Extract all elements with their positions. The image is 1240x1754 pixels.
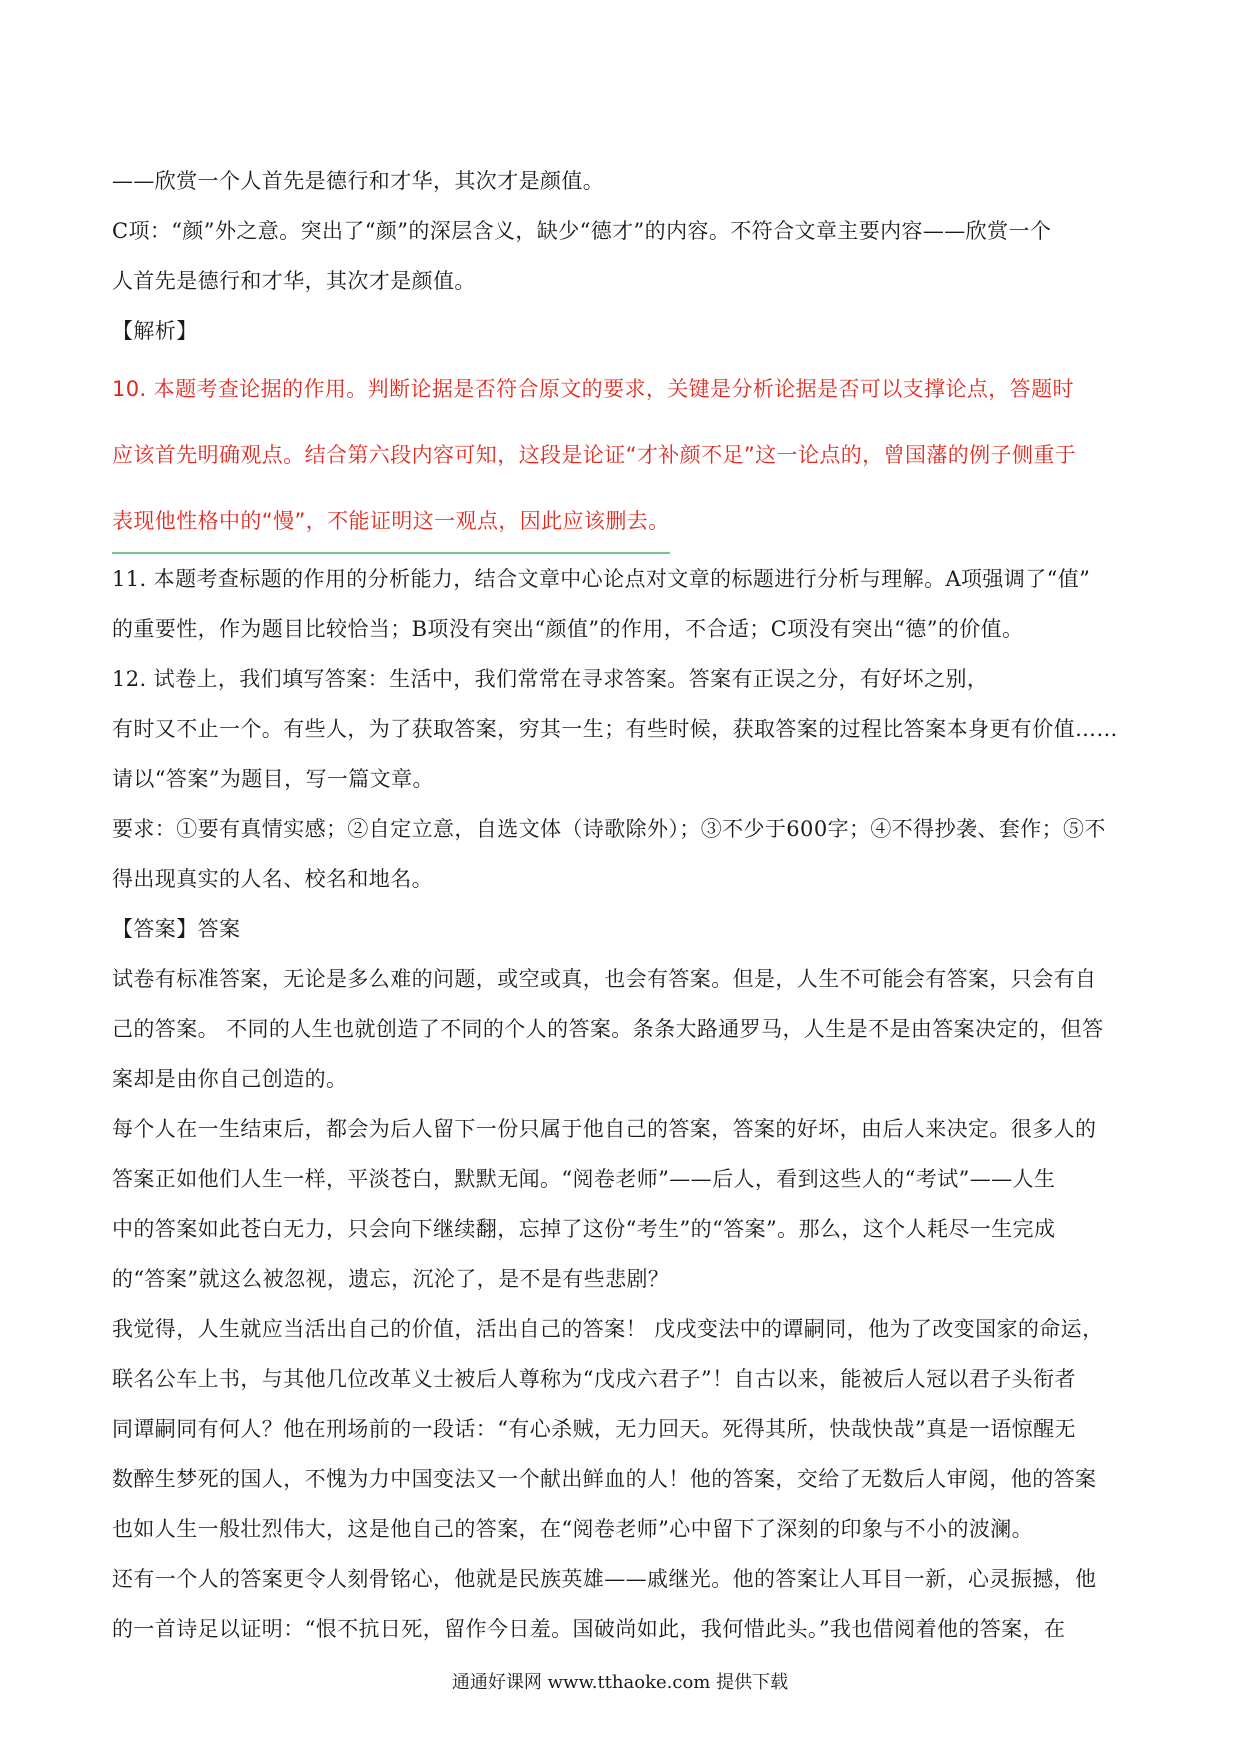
- highlighted-answer-line: 应该首先明确观点。结合第六段内容可知，这段是论证“才补颜不足”这一论点的，曾国藩的例子侧重于: [112, 443, 1077, 467]
- essay-line: 数醉生梦死的国人，不愧为力中国变法又一个献出鲜血的人！他的答案，交给了无数后人审阅，他的答案: [112, 1467, 1097, 1491]
- highlighted-answer-line: 10. 本题考查论据的作用。判断论据是否符合原文的要求，关键是分析论据是否可以支撑论点，答题时: [112, 377, 1074, 401]
- essay-line: 的“答案”就这么被忽视，遗忘，沉沦了，是不是有些悲剧？: [112, 1267, 670, 1291]
- text-line: ——欣赏一个人首先是德行和才华，其次才是颜值。: [112, 169, 605, 193]
- essay-line: 还有一个人的答案更令人刻骨铭心，他就是民族英雄——戚继光。他的答案让人耳目一新，心灵振撼，他: [112, 1567, 1097, 1591]
- requirements-line: 要求：①要有真情实感；②自定立意，自选文体（诗歌除外）；③不少于600字；④不得抄袭、套作；⑤不: [112, 817, 1106, 841]
- highlighted-answer-line: 表现他性格中的“慢”，不能证明这一观点，因此应该删去。: [112, 488, 670, 554]
- section-heading-answer: 【答案】答案: [112, 917, 241, 941]
- essay-line: 我觉得，人生就应当活出自己的价值，活出自己的答案！ 戊戌变法中的谭嗣同，他为了改变国家的命运，: [112, 1317, 1104, 1341]
- essay-line: 同谭嗣同有何人？他在刑场前的一段话：“有心杀贼，无力回天。死得其所，快哉快哉”真是一语惊醒无: [112, 1417, 1076, 1441]
- essay-line: 联名公车上书，与其他几位改革义士被后人尊称为“戊戌六君子”！自古以来，能被后人冠以君子头衔者: [112, 1367, 1076, 1391]
- text-line: 11. 本题考查标题的作用的分析能力，结合文章中心论点对文章的标题进行分析与理解。A项强调了“值”: [112, 567, 1091, 591]
- text-line: 人首先是德行和才华，其次才是颜值。: [112, 269, 476, 293]
- requirements-line: 得出现真实的人名、校名和地名。: [112, 867, 433, 891]
- page-footer: 通通好课网 www.tthaoke.com 提供下载: [451, 1672, 789, 1693]
- essay-line: 也如人生一般壮烈伟大，这是他自己的答案，在“阅卷老师”心中留下了深刻的印象与不小的波澜。: [112, 1517, 1034, 1541]
- document-body: [112, 156, 1132, 1654]
- text-line: C项：“颜”外之意。突出了“颜”的深层含义，缺少“德才”的内容。不符合文章主要内容——欣赏一个: [112, 219, 1052, 243]
- question-line: 12. 试卷上，我们填写答案：生活中，我们常常在寻求答案。答案有正误之分，有好坏之别，: [112, 667, 989, 691]
- essay-line: 中的答案如此苍白无力，只会向下继续翻，忘掉了这份“考生”的“答案”。那么，这个人耗尽一生完成: [112, 1217, 1056, 1241]
- essay-line: 案却是由你自己创造的。: [112, 1067, 348, 1091]
- essay-line: 答案正如他们人生一样，平淡苍白，默默无闻。“阅卷老师”——后人，看到这些人的“考试”——人生: [112, 1167, 1056, 1191]
- essay-line: 己的答案。 不同的人生也就创造了不同的个人的答案。条条大路通罗马，人生是不是由答案决定的，但答: [112, 1017, 1104, 1041]
- section-heading-analysis: 【解析】: [112, 319, 198, 343]
- essay-line: 试卷有标准答案，无论是多么难的问题，或空或真，也会有答案。但是，人生不可能会有答案，只会有自: [112, 967, 1097, 991]
- question-line: 请以“答案”为题目，写一篇文章。: [112, 767, 434, 791]
- text-line: 的重要性，作为题目比较恰当；B项没有突出“颜值”的作用，不合适；C项没有突出“德”的价值。: [112, 617, 1024, 641]
- essay-line: 每个人在一生结束后，都会为后人留下一份只属于他自己的答案，答案的好坏，由后人来决定。很多人的: [112, 1117, 1097, 1141]
- essay-line: 的一首诗足以证明：“恨不抗日死，留作今日羞。国破尚如此，我何惜此头。”我也借阅着他的答案，在: [112, 1617, 1066, 1641]
- question-line: 有时又不止一个。有些人，为了获取答案，穷其一生；有些时候，获取答案的过程比答案本身更有价值……: [112, 717, 1118, 741]
